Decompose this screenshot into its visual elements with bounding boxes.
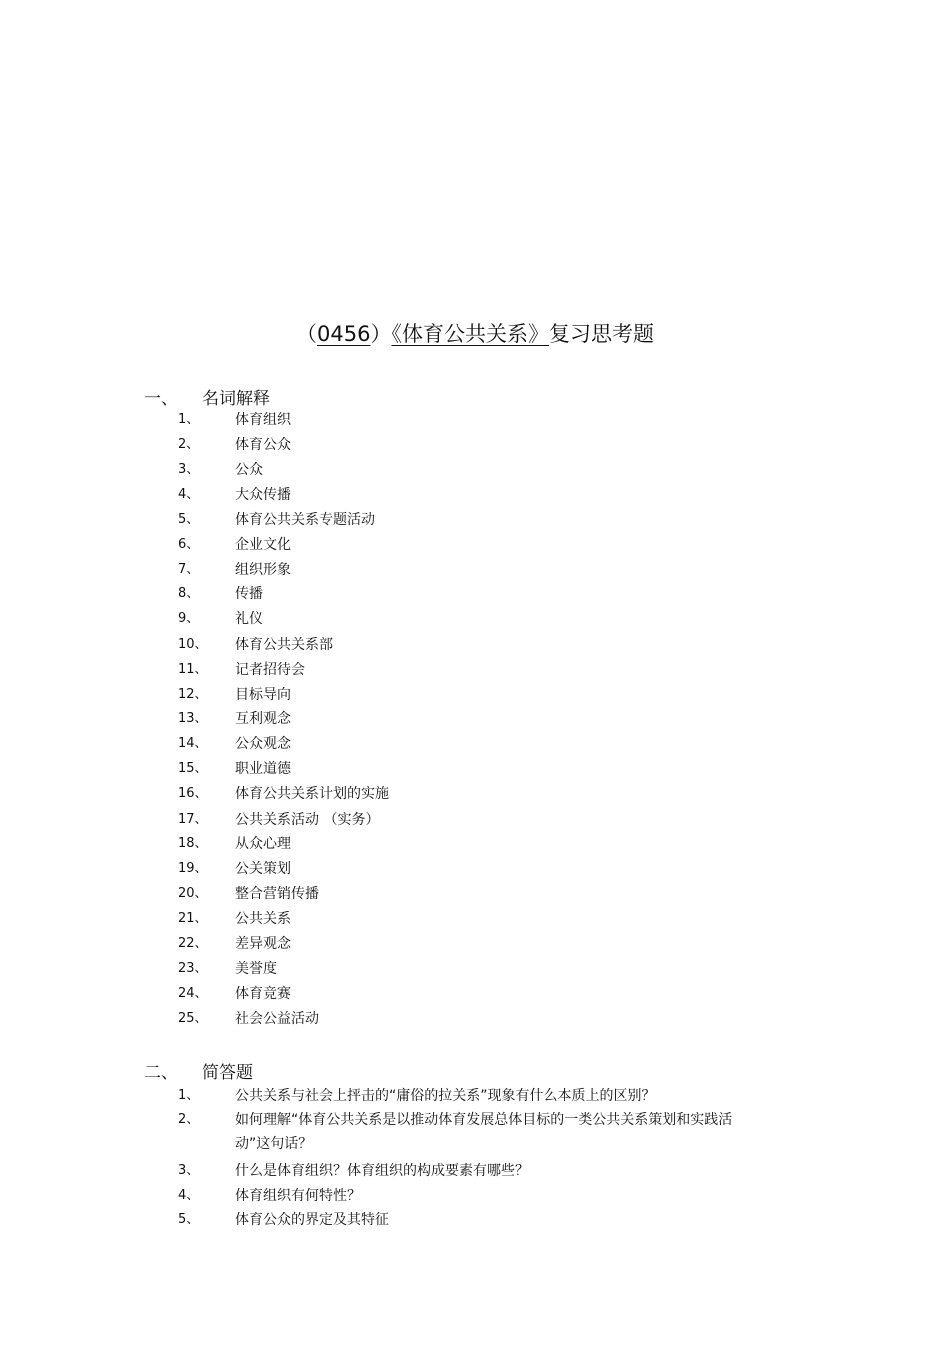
- item-number: 8、: [178, 586, 200, 601]
- item-text: 体育公众的界定及其特征: [235, 1212, 389, 1228]
- section-heading-definitions: [144, 384, 270, 409]
- item-number: 4、: [178, 487, 200, 502]
- item-text: 互利观念: [235, 711, 291, 727]
- item-text: 记者招待会: [235, 662, 305, 678]
- item-number: 5、: [178, 1212, 200, 1227]
- title-course-code: 0456: [317, 322, 371, 346]
- title-open-paren: （: [296, 322, 318, 346]
- item-text: 公关策划: [235, 861, 291, 877]
- item-number: 1、: [178, 412, 200, 427]
- item-number: 19、: [178, 861, 208, 876]
- title-close-paren: ）: [370, 322, 392, 346]
- section-title: 简答题: [202, 1063, 253, 1083]
- item-number: 24、: [178, 986, 208, 1001]
- item-text: 差异观念: [235, 936, 291, 952]
- section-heading-short-answer: [144, 1058, 253, 1083]
- item-number: 11、: [178, 662, 208, 677]
- item-text: 礼仪: [235, 611, 263, 627]
- item-number: 6、: [178, 537, 200, 552]
- item-text: 体育公共关系计划的实施: [235, 786, 389, 802]
- item-text: 什么是体育组织？体育组织的构成要素有哪些？: [235, 1163, 529, 1179]
- item-number: 9、: [178, 611, 200, 626]
- item-text: 体育公共关系部: [235, 637, 333, 653]
- item-text: 公共关系活动 （实务）: [235, 812, 380, 828]
- item-text: 如何理解“体育公共关系是以推动体育发展总体目标的一类公共关系策划和实践活动”这句话？: [235, 1112, 733, 1152]
- item-text: 体育公共关系专题活动: [235, 512, 375, 528]
- item-text: 职业道德: [235, 761, 291, 777]
- item-number: 17、: [178, 812, 208, 827]
- section-number: 一、: [144, 389, 178, 409]
- document-title: [0, 318, 950, 348]
- item-number: 25、: [178, 1011, 208, 1026]
- item-text: 体育组织: [235, 412, 291, 428]
- item-number: 18、: [178, 836, 208, 851]
- item-text: 公众: [235, 462, 263, 478]
- item-text: 美誉度: [235, 961, 277, 977]
- item-number: 3、: [178, 462, 200, 477]
- item-number: 21、: [178, 911, 208, 926]
- item-number: 7、: [178, 562, 200, 577]
- item-number: 2、: [178, 437, 200, 452]
- item-text: 整合营销传播: [235, 886, 319, 902]
- item-number: 1、: [178, 1088, 200, 1103]
- item-number: 22、: [178, 936, 208, 951]
- item-text: 传播: [235, 586, 263, 602]
- item-number: 5、: [178, 512, 200, 527]
- section-title: 名词解释: [202, 389, 270, 409]
- item-text: 公共关系与社会上抨击的“庸俗的拉关系”现象有什么本质上的区别？: [235, 1088, 656, 1104]
- item-text: 体育公众: [235, 437, 291, 453]
- item-number: 2、: [178, 1112, 200, 1127]
- item-text: 体育组织有何特性？: [235, 1188, 361, 1204]
- item-number: 23、: [178, 961, 208, 976]
- item-text: 从众心理: [235, 836, 291, 852]
- item-number: 16、: [178, 786, 208, 801]
- title-book-name: 《体育公共关系》: [391, 322, 549, 346]
- item-text: 大众传播: [235, 487, 291, 503]
- item-number: 20、: [178, 886, 208, 901]
- item-number: 10、: [178, 637, 208, 652]
- item-number: 3、: [178, 1163, 200, 1178]
- item-text: 企业文化: [235, 537, 291, 553]
- item-text: 公共关系: [235, 911, 291, 927]
- item-text: 公众观念: [235, 736, 291, 752]
- item-text: 社会公益活动: [235, 1011, 319, 1027]
- section-number: 二、: [144, 1063, 178, 1083]
- item-number: 15、: [178, 761, 208, 776]
- item-number: 13、: [178, 711, 208, 726]
- item-text: 组织形象: [235, 562, 291, 578]
- title-suffix: 复习思考题: [548, 322, 654, 346]
- item-number: 12、: [178, 687, 208, 702]
- item-text: 体育竞赛: [235, 986, 291, 1002]
- item-number: 4、: [178, 1188, 200, 1203]
- item-text: 目标导向: [235, 687, 291, 703]
- item-number: 14、: [178, 736, 208, 751]
